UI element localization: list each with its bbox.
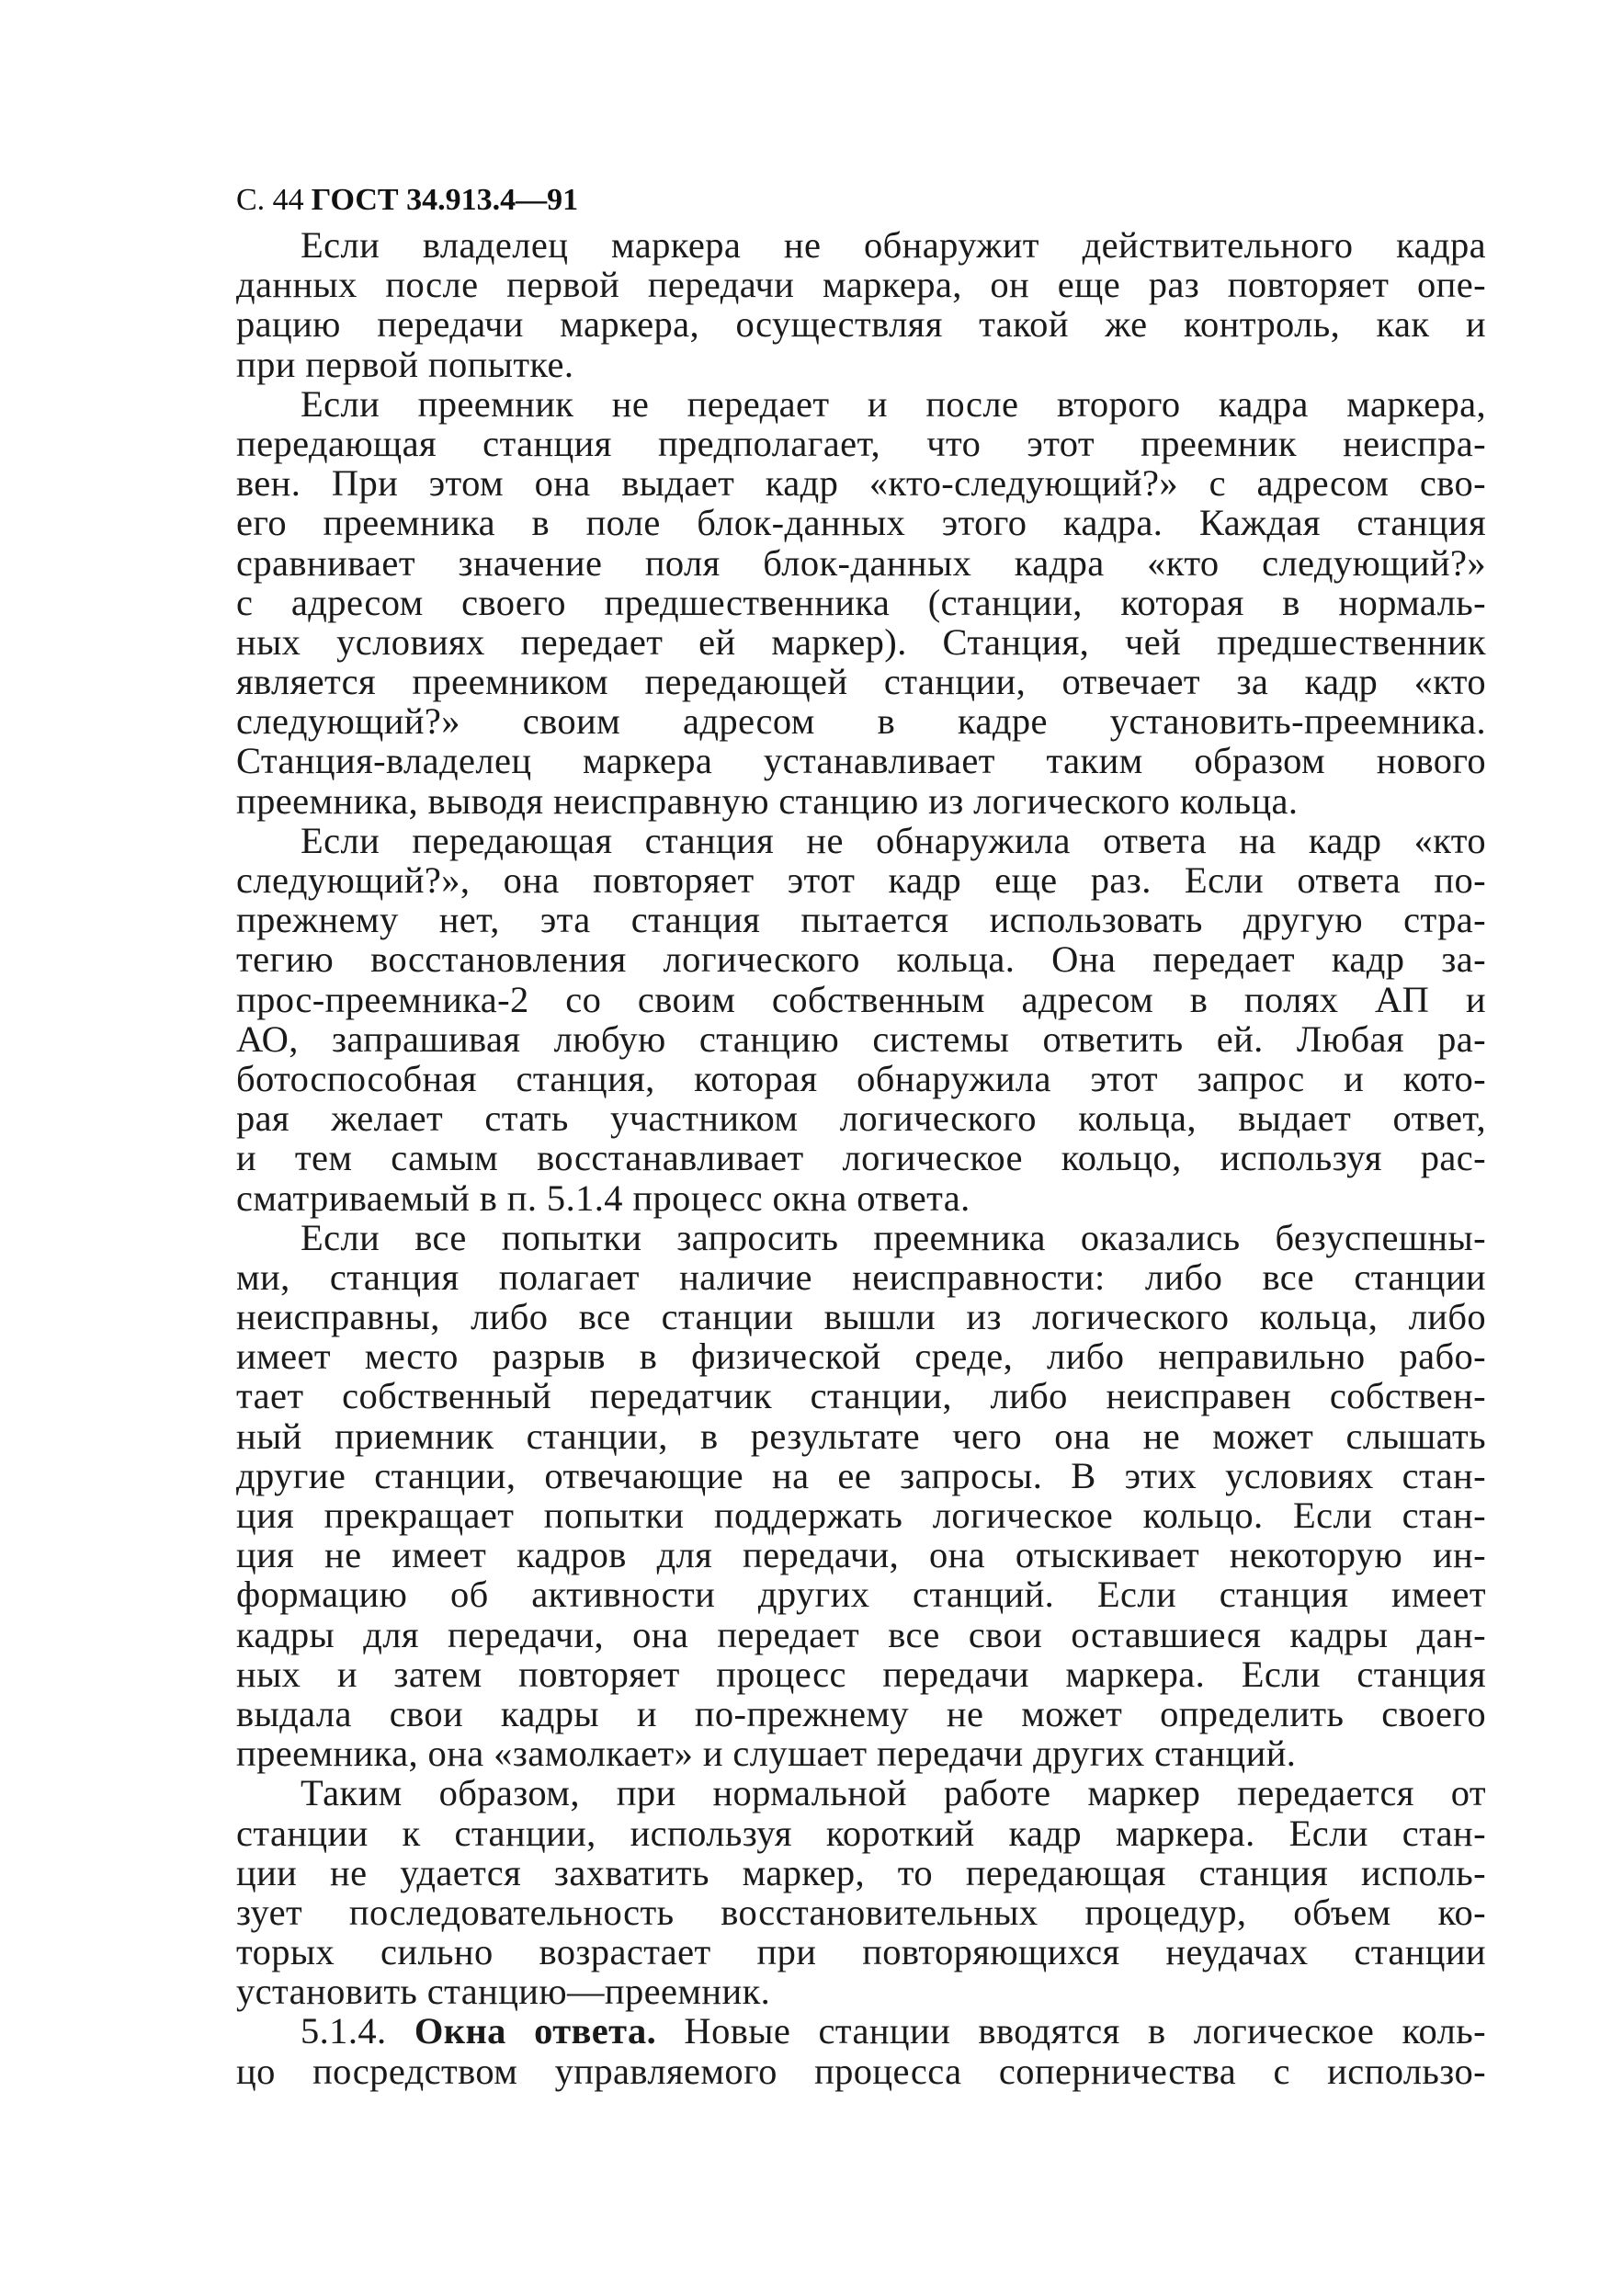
text-line: другие станции, отвечающие на ее запросы. В этих условиях стан- xyxy=(236,1454,1486,1496)
text-line: следующий?», она повторяет этот кадр еще раз. Если ответа по- xyxy=(236,859,1486,901)
text-line: зует последовательность восстановительных процедур, объем ко- xyxy=(236,1891,1486,1933)
section-number: 5.1.4. xyxy=(301,2010,387,2052)
text-line: Станция-владелец маркера устанавливает таким образом нового xyxy=(236,740,1486,782)
text-line: Если владелец маркера не обнаружит действительного кадра xyxy=(301,224,1486,266)
text-line: является преемником передающей станции, отвечает за кадр «кто xyxy=(236,661,1486,703)
text-line: прежнему нет, эта станция пытается использовать другую стра- xyxy=(236,899,1486,941)
text-line: Если преемник не передает и после второго кадра маркера, xyxy=(301,382,1486,425)
text-line: ми, станция полагает наличие неисправности: либо все станции xyxy=(236,1256,1486,1298)
text-line: следующий?» своим адресом в кадре установить-преемника. xyxy=(236,700,1486,743)
text-line: преемника, выводя неисправную станцию из логического кольца. xyxy=(236,779,1299,822)
text-line: сравнивает значение поля блок-данных кадра «кто следующий?» xyxy=(236,541,1486,584)
text-line: имеет место разрыв в физической среде, либо неправильно рабо- xyxy=(236,1336,1486,1378)
text-line: передающая станция предполагает, что этот преемник неиспра- xyxy=(236,422,1486,464)
text-line: данных после первой передачи маркера, он еще раз повторяет опе- xyxy=(236,264,1486,306)
text-line: ботоспособная станция, которая обнаружила этот запрос и кото- xyxy=(236,1057,1486,1099)
text-line: сматриваемый в п. 5.1.4 процесс окна ответа. xyxy=(236,1176,970,1219)
section-line-text: Новые станции вводятся в логическое коль- xyxy=(684,2010,1486,2052)
text-line: ция не имеет кадров для передачи, она отыскивает некоторую ин- xyxy=(236,1534,1486,1576)
body-text xyxy=(236,225,1486,2091)
text-line: вен. При этом она выдает кадр «кто-следующий?» с адресом сво- xyxy=(236,462,1486,505)
paragraph xyxy=(236,1773,1486,2011)
text-line: установить станцию—преемник. xyxy=(236,1971,771,2013)
text-line: неисправны, либо все станции вышли из логического кольца, либо xyxy=(236,1296,1486,1338)
text-line: кадры для передачи, она передает все свои оставшиеся кадры дан- xyxy=(236,1613,1486,1655)
section-paragraph xyxy=(236,2011,1486,2090)
standard-designation: ГОСТ 34.913.4—91 xyxy=(311,183,579,217)
text-line: рая желает стать участником логического кольца, выдает ответ, xyxy=(236,1097,1486,1140)
page-header xyxy=(236,182,578,219)
paragraph xyxy=(236,225,1486,384)
text-line: ции не удается захватить маркер, то передающая станция исполь- xyxy=(236,1851,1486,1893)
paragraph xyxy=(236,1218,1486,1774)
text-line: выдала свои кадры и по-прежнему не может определить своего xyxy=(236,1692,1486,1734)
text-line: тегию восстановления логического кольца. Она передает кадр за- xyxy=(236,938,1486,981)
text-line: цо посредством управляемого процесса соперничества с использо- xyxy=(236,2050,1486,2092)
text-line: ный приемник станции, в результате чего она не может слышать xyxy=(236,1415,1486,1457)
text-line: ция прекращает попытки поддержать логическое кольцо. Если стан- xyxy=(236,1495,1486,1536)
text-line xyxy=(236,2011,1486,2051)
text-line: Таким образом, при нормальной работе маркер передается от xyxy=(301,1772,1486,1814)
paragraph xyxy=(236,821,1486,1218)
text-line: АО, запрашивая любую станцию системы ответить ей. Любая ра- xyxy=(236,1017,1486,1060)
text-line: его преемника в поле блок-данных этого кадра. Каждая станция xyxy=(236,502,1486,544)
text-line: Если передающая станция не обнаружила ответа на кадр «кто xyxy=(301,819,1486,861)
page-number: С. 44 xyxy=(236,183,304,217)
text-line: и тем самым восстанавливает логическое кольцо, используя рас- xyxy=(236,1137,1486,1179)
text-line: рацию передачи маркера, осуществляя такой же контроль, как и xyxy=(236,303,1486,346)
text-line: тает собственный передатчик станции, либо неисправен собствен- xyxy=(236,1375,1486,1417)
text-line: ных и затем повторяет процесс передачи маркера. Если станция xyxy=(236,1653,1486,1695)
text-line: торых сильно возрастает при повторяющихся неудачах станции xyxy=(236,1931,1486,1973)
text-line: с адресом своего предшественника (станции, которая в нормаль- xyxy=(236,581,1486,623)
text-line: ных условиях передает ей маркер). Станция, чей предшественник xyxy=(236,620,1486,663)
section-title: Окна ответа. xyxy=(414,2010,657,2052)
text-line: преемника, она «замолкает» и слушает передачи других станций. xyxy=(236,1733,1297,1775)
text-line: прос-преемника-2 со своим собственным адресом в полях АП и xyxy=(236,978,1486,1020)
text-line: формацию об активности других станций. Если станция имеет xyxy=(236,1574,1486,1616)
paragraph xyxy=(236,384,1486,821)
text-line: при первой попытке. xyxy=(236,343,574,385)
text-line: Если все попытки запросить преемника оказались безуспешны- xyxy=(301,1216,1486,1258)
text-line: станции к станции, используя короткий кадр маркера. Если стан- xyxy=(236,1812,1486,1854)
